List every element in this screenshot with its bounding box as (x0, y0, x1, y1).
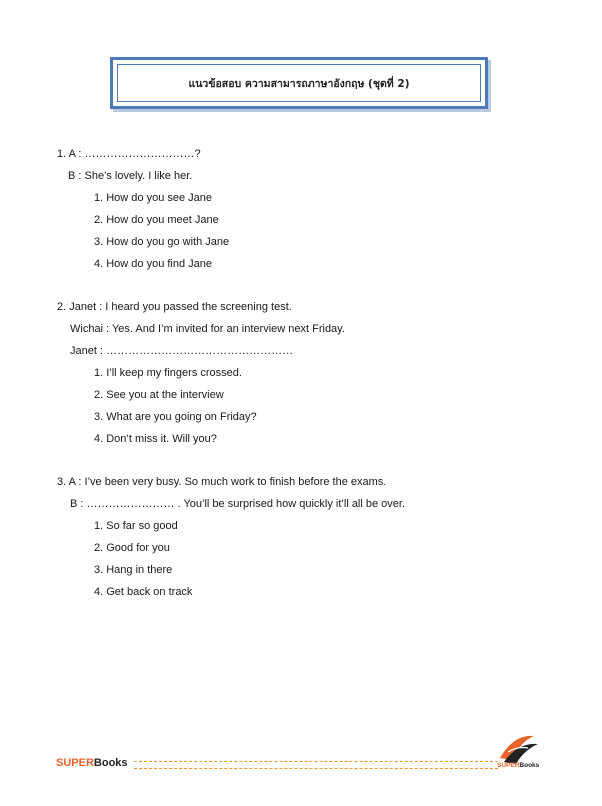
question-3-option-3: 3. Hang in there (94, 564, 173, 576)
footer-brand-part2: Books (93, 757, 128, 769)
question-2-response: Wichai : Yes. And I’m invited for an interview next Friday. (70, 323, 345, 335)
question-3-option-2: 2. Good for you (94, 542, 170, 554)
question-1-option-3: 3. How do you go with Jane (94, 236, 230, 248)
question-1-response: B : She’s lovely. I like her. (68, 170, 193, 182)
question-3-option-4: 4. Get back on track (94, 586, 193, 598)
question-1-option-2: 2. How do you meet Jane (94, 214, 219, 226)
question-2-blank-line: Janet : …………………………………………… (70, 345, 294, 357)
question-2-option-1: 1. I’ll keep my fingers crossed. (94, 367, 242, 379)
question-1-prompt: 1. A : …………………………? (57, 148, 201, 160)
logo-wordmark (497, 762, 539, 769)
question-1-option-1: 1. How do you see Jane (94, 192, 213, 204)
page-title: แนวข้อสอบ ความสามารถภาษาอังกฤษ (ชุดที่ 2) (117, 64, 481, 102)
question-3-option-1: 1. So far so good (94, 520, 178, 532)
title-box (110, 57, 488, 109)
question-3-prompt: 3. A : I’ve been very busy. So much work to finish before the exams. (57, 476, 387, 488)
logo-wordmark-part2: Books (519, 762, 540, 769)
logo-wordmark-part1: SUPER (497, 762, 520, 769)
question-2-option-3: 3. What are you going on Friday? (94, 411, 257, 423)
footer-brand (56, 757, 128, 769)
question-2-option-2: 2. See you at the interview (94, 389, 224, 401)
footer-divider (134, 761, 498, 769)
question-2-prompt: 2. Janet : I heard you passed the screening test. (57, 301, 292, 313)
footer-brand-part1: SUPER (56, 757, 94, 769)
question-2-option-4: 4. Don’t miss it. Will you? (94, 433, 217, 445)
question-3-response: B : …………………… . You’ll be surprised how quickly it’ll all be over. (70, 498, 406, 510)
question-1-option-4: 4. How do you find Jane (94, 258, 213, 270)
